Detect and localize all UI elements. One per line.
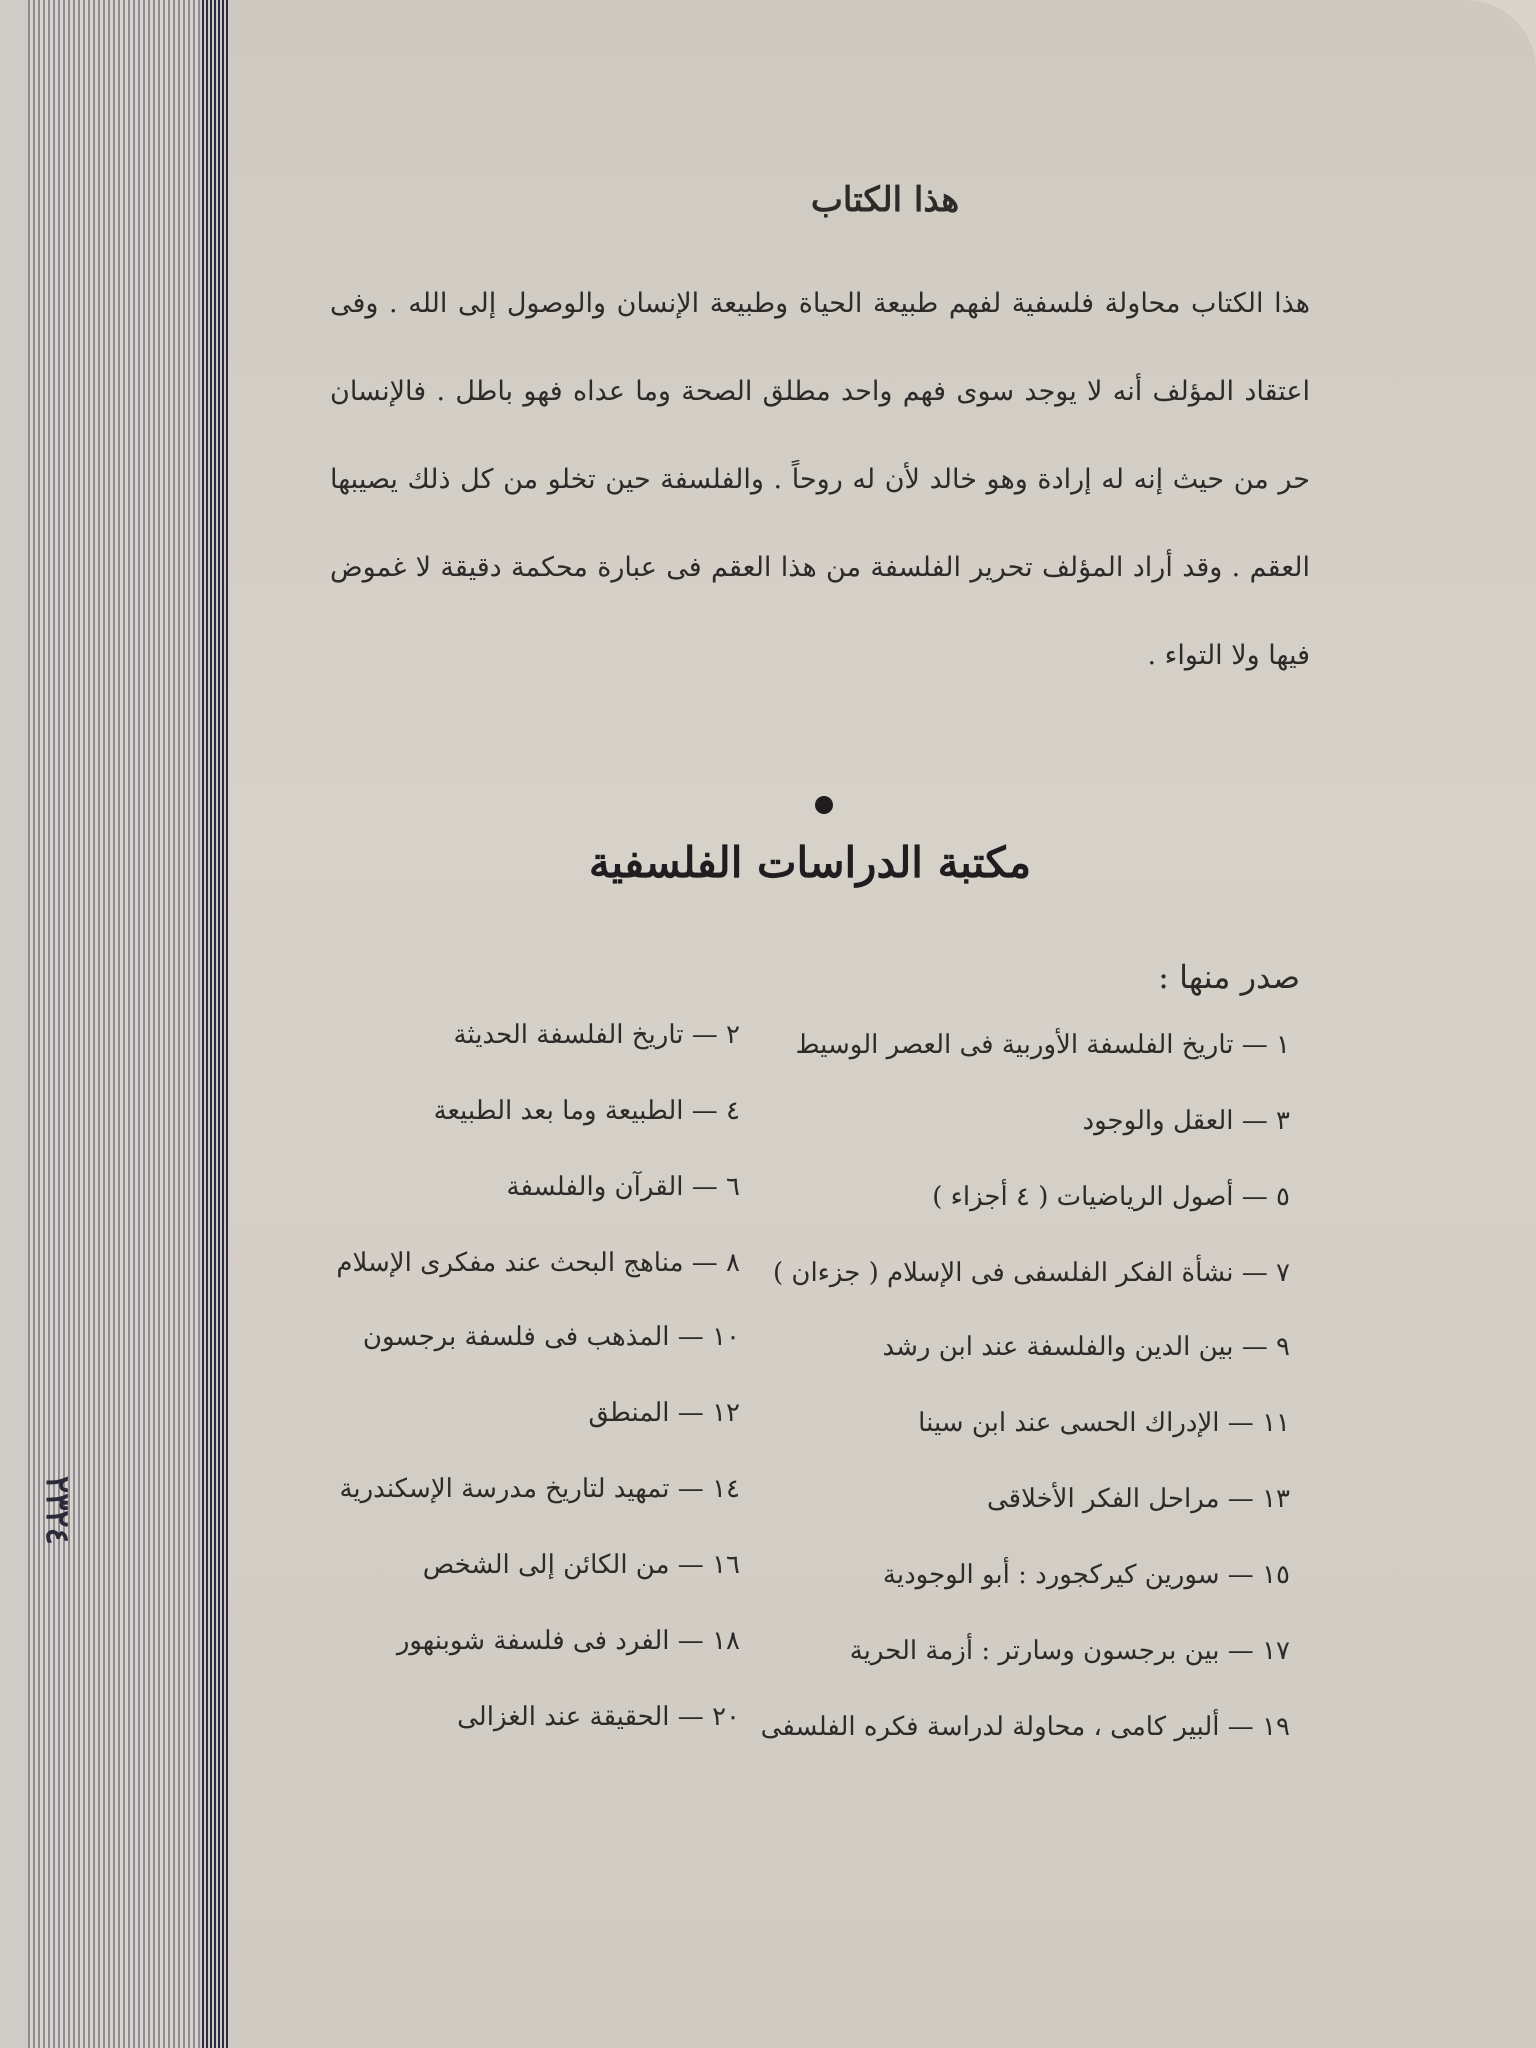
list-item: ١٦ — من الكائن إلى الشخص [422,1550,740,1580]
list-item: ٦ — القرآن والفلسفة [506,1172,740,1202]
spine-library-number: ٢٣٢٤ [39,1475,77,1545]
list-item: ١٢ — المنطق [588,1398,740,1428]
list-item: ٤ — الطبيعة وما بعد الطبيعة [433,1096,740,1126]
section-divider-dot [815,796,833,814]
list-item: ١٣ — مراحل الفكر الأخلاقى [987,1484,1290,1514]
list-item: ١١ — الإدراك الحسى عند ابن سينا [918,1408,1290,1438]
published-label: صدر منها : [1158,958,1300,996]
series-title: مكتبة الدراسات الفلسفية [588,838,1032,887]
about-book-text: هذا الكتاب محاولة فلسفية لفهم طبيعة الحياة وطبيعة الإنسان والوصول إلى الله . وفى اعتقاد المؤلف أنه لا يوجد سوى فهم واحد مطلق الصحة وما عداه فهو باطل . فالإنسان حر من حيث إنه له إرادة وهو خالد لأن له روحاً . والفلسفة حين تخلو من كل ذلك يصيبها العقم . وقد أراد المؤلف تحرير الفلسفة من هذا العقم فى عبارة محكمة دقيقة لا غموض فيها ولا التواء . [330,288,1310,671]
list-item: ٨ — مناهج البحث عند مفكرى الإسلام [336,1248,740,1278]
list-item: ١٨ — الفرد فى فلسفة شوبنهور [396,1626,740,1656]
book-spine [0,0,228,2048]
list-item: ٢٠ — الحقيقة عند الغزالى [457,1702,740,1732]
list-item: ١٠ — المذهب فى فلسفة برجسون [362,1322,740,1352]
list-item: ١٧ — بين برجسون وسارتر : أزمة الحرية [849,1636,1290,1666]
list-item: ٩ — بين الدين والفلسفة عند ابن رشد [882,1332,1290,1362]
list-item: ٢ — تاريخ الفلسفة الحديثة [453,1020,740,1050]
spine-dark-stripes [200,0,228,2048]
published-titles-list [300,1010,1300,1770]
list-item: ١٤ — تمهيد لتاريخ مدرسة الإسكندرية [339,1474,740,1504]
list-item: ١ — تاريخ الفلسفة الأوربية فى العصر الوسيط [795,1030,1290,1060]
list-item: ١٥ — سورين كيركجورد : أبو الوجودية [882,1560,1290,1590]
about-book-title: هذا الكتاب [810,180,960,220]
spine-edge [0,0,28,2048]
list-item: ٥ — أصول الرياضيات ( ٤ أجزاء ) [932,1182,1290,1212]
list-item: ٧ — نشأة الفكر الفلسفى فى الإسلام ( جزءان ) [772,1258,1290,1288]
list-item: ٣ — العقل والوجود [1082,1106,1290,1136]
list-item: ١٩ — ألبير كامى ، محاولة لدراسة فكره الفلسفى [760,1712,1290,1742]
about-book-section [330,180,1310,700]
